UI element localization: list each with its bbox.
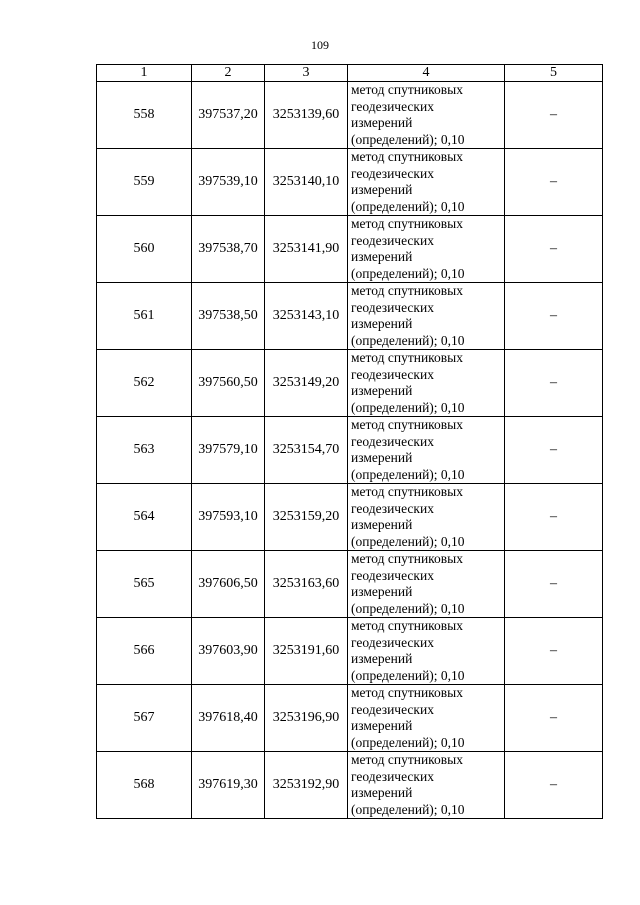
y-coordinate-cell: 3253143,10: [265, 283, 348, 350]
method-line: метод спутниковых: [351, 417, 463, 432]
point-number-cell: 559: [97, 149, 192, 216]
note-cell: –: [505, 417, 603, 484]
method-line: измерений: [351, 785, 413, 800]
method-line: (определений); 0,10: [351, 198, 465, 214]
point-number-cell: 567: [97, 685, 192, 752]
point-number-cell: 558: [97, 82, 192, 149]
y-coordinate-cell: 3253159,20: [265, 484, 348, 551]
point-number-cell: 560: [97, 216, 192, 283]
method-line: (определений); 0,10: [351, 533, 465, 549]
page-number: 109: [311, 38, 329, 52]
x-coordinate-cell: 397560,50: [192, 350, 265, 417]
note-cell: –: [505, 82, 603, 149]
note-cell: –: [505, 149, 603, 216]
method-line: измерений: [351, 249, 413, 264]
method-line: (определений); 0,10: [351, 265, 465, 281]
method-line: геодезических: [351, 634, 434, 650]
method-cell: [348, 685, 505, 752]
x-coordinate-cell: 397579,10: [192, 417, 265, 484]
method-line: (определений); 0,10: [351, 734, 465, 750]
method-line: измерений: [351, 316, 413, 331]
method-line: метод спутниковых: [351, 283, 463, 298]
point-number-cell: 568: [97, 752, 192, 819]
table-row: [97, 417, 603, 484]
method-cell: [348, 149, 505, 216]
method-line: (определений); 0,10: [351, 466, 465, 482]
y-coordinate-cell: 3253196,90: [265, 685, 348, 752]
method-cell: [348, 417, 505, 484]
table-row: [97, 82, 603, 149]
x-coordinate-cell: 397593,10: [192, 484, 265, 551]
method-cell: [348, 216, 505, 283]
method-line: метод спутниковых: [351, 618, 463, 633]
method-line: измерений: [351, 182, 413, 197]
y-coordinate-cell: 3253192,90: [265, 752, 348, 819]
y-coordinate-cell: 3253139,60: [265, 82, 348, 149]
method-cell: [348, 752, 505, 819]
method-line: геодезических: [351, 232, 434, 248]
method-line: измерений: [351, 383, 413, 398]
method-line: геодезических: [351, 500, 434, 516]
y-coordinate-cell: 3253140,10: [265, 149, 348, 216]
note-cell: –: [505, 685, 603, 752]
method-line: метод спутниковых: [351, 350, 463, 365]
method-cell: [348, 283, 505, 350]
x-coordinate-cell: 397538,50: [192, 283, 265, 350]
method-line: (определений); 0,10: [351, 667, 465, 683]
x-coordinate-cell: 397537,20: [192, 82, 265, 149]
note-cell: –: [505, 216, 603, 283]
method-line: метод спутниковых: [351, 484, 463, 499]
method-cell: [348, 551, 505, 618]
method-line: измерений: [351, 115, 413, 130]
x-coordinate-cell: 397619,30: [192, 752, 265, 819]
method-line: метод спутниковых: [351, 685, 463, 700]
y-coordinate-cell: 3253149,20: [265, 350, 348, 417]
note-cell: –: [505, 618, 603, 685]
method-line: измерений: [351, 651, 413, 666]
table-row: [97, 618, 603, 685]
column-header-3: 3: [265, 65, 348, 82]
point-number-cell: 564: [97, 484, 192, 551]
table-row: [97, 216, 603, 283]
coordinates-table: [96, 64, 603, 819]
point-number-cell: 562: [97, 350, 192, 417]
note-cell: –: [505, 752, 603, 819]
method-line: измерений: [351, 450, 413, 465]
method-line: метод спутниковых: [351, 752, 463, 767]
y-coordinate-cell: 3253163,60: [265, 551, 348, 618]
point-number-cell: 566: [97, 618, 192, 685]
method-line: геодезических: [351, 433, 434, 449]
note-cell: –: [505, 551, 603, 618]
table-row: [97, 149, 603, 216]
method-line: метод спутниковых: [351, 551, 463, 566]
column-header-1: 1: [97, 65, 192, 82]
table-row: [97, 283, 603, 350]
method-line: метод спутниковых: [351, 216, 463, 231]
method-line: метод спутниковых: [351, 82, 463, 97]
note-cell: –: [505, 484, 603, 551]
method-cell: [348, 484, 505, 551]
method-line: (определений); 0,10: [351, 600, 465, 616]
method-line: (определений); 0,10: [351, 399, 465, 415]
method-line: измерений: [351, 718, 413, 733]
y-coordinate-cell: 3253191,60: [265, 618, 348, 685]
method-line: измерений: [351, 584, 413, 599]
point-number-cell: 561: [97, 283, 192, 350]
x-coordinate-cell: 397539,10: [192, 149, 265, 216]
table-row: [97, 752, 603, 819]
method-line: (определений); 0,10: [351, 801, 465, 817]
method-line: геодезических: [351, 98, 434, 114]
y-coordinate-cell: 3253154,70: [265, 417, 348, 484]
table-row: [97, 685, 603, 752]
method-line: геодезических: [351, 768, 434, 784]
point-number-cell: 563: [97, 417, 192, 484]
method-line: (определений); 0,10: [351, 332, 465, 348]
column-header-2: 2: [192, 65, 265, 82]
table-row: [97, 350, 603, 417]
note-cell: –: [505, 283, 603, 350]
table-header-row: [97, 65, 603, 82]
method-line: геодезических: [351, 165, 434, 181]
method-line: геодезических: [351, 701, 434, 717]
table-row: [97, 551, 603, 618]
x-coordinate-cell: 397606,50: [192, 551, 265, 618]
y-coordinate-cell: 3253141,90: [265, 216, 348, 283]
method-cell: [348, 350, 505, 417]
column-header-5: 5: [505, 65, 603, 82]
method-line: геодезических: [351, 567, 434, 583]
method-line: геодезических: [351, 366, 434, 382]
note-cell: –: [505, 350, 603, 417]
x-coordinate-cell: 397603,90: [192, 618, 265, 685]
x-coordinate-cell: 397538,70: [192, 216, 265, 283]
method-cell: [348, 618, 505, 685]
method-line: геодезических: [351, 299, 434, 315]
method-line: метод спутниковых: [351, 149, 463, 164]
point-number-cell: 565: [97, 551, 192, 618]
method-line: измерений: [351, 517, 413, 532]
column-header-4: 4: [348, 65, 505, 82]
x-coordinate-cell: 397618,40: [192, 685, 265, 752]
method-line: (определений); 0,10: [351, 131, 465, 147]
table-row: [97, 484, 603, 551]
method-cell: [348, 82, 505, 149]
